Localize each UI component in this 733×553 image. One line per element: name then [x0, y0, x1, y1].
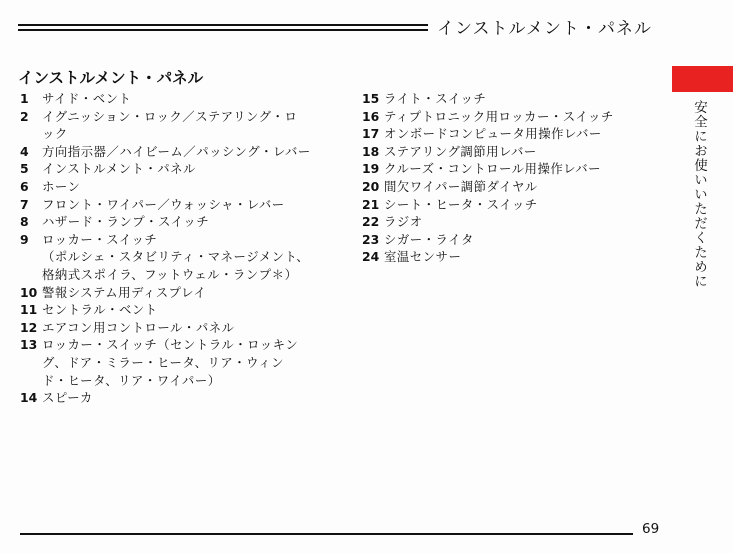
item-number: 18	[362, 143, 380, 159]
sidebar-section-label: 安全にお使いいただくために	[691, 100, 707, 289]
item-number: 21	[362, 196, 380, 212]
list-item	[362, 90, 662, 108]
list-item	[362, 213, 662, 231]
list-item	[20, 301, 340, 319]
item-text: シガー・ライタ	[384, 231, 474, 247]
item-number: 19	[362, 161, 380, 177]
item-text: ラジオ	[384, 214, 423, 230]
item-text: シート・ヒータ・スイッチ	[384, 196, 538, 212]
item-number: 2	[20, 108, 29, 124]
list-item	[20, 196, 340, 214]
legend-list-right	[362, 90, 662, 266]
item-text: 間欠ワイパー調節ダイヤル	[384, 178, 538, 194]
item-number: 23	[362, 231, 380, 247]
sidebar-section-tab	[672, 66, 733, 92]
item-number: 4	[20, 143, 29, 159]
legend-list-left	[20, 90, 340, 407]
header-title: インストルメント・パネル	[437, 19, 652, 39]
list-item	[20, 319, 340, 337]
item-number: 20	[362, 178, 380, 194]
list-item	[362, 125, 662, 143]
item-text: クルーズ・コントロール用操作レバー	[384, 161, 602, 177]
list-item	[20, 143, 340, 161]
list-item	[20, 231, 340, 284]
list-item	[20, 284, 340, 302]
item-text: 室温センサー	[384, 249, 462, 265]
item-text: サイド・ベント	[42, 91, 132, 106]
item-number: 6	[20, 178, 29, 194]
item-text: インストルメント・パネル	[42, 161, 196, 177]
item-number: 1	[20, 91, 29, 106]
item-number: 5	[20, 161, 29, 177]
item-text: ハザード・ランプ・スイッチ	[42, 214, 210, 230]
item-number: 22	[362, 214, 380, 230]
list-item	[20, 160, 340, 178]
header-rule	[18, 24, 428, 34]
item-text: セントラル・ベント	[42, 302, 158, 318]
list-item	[362, 143, 662, 161]
item-text: オンボードコンピュータ用操作レバー	[384, 126, 602, 142]
item-text: ロッカー・スイッチ（セントラル・ロッキン グ、ドア・ミラー・ヒータ、リア・ウィン ド・ヒータ、リア・ワイパー）	[42, 337, 299, 388]
item-text: 方向指示器／ハイビーム／パッシング・レバー	[42, 143, 311, 159]
list-item	[20, 213, 340, 231]
item-number: 8	[20, 214, 29, 230]
item-text: エアコン用コントロール・パネル	[42, 319, 235, 335]
footer-rule	[20, 533, 633, 535]
item-number: 17	[362, 126, 380, 142]
item-text: ライト・スイッチ	[384, 91, 487, 106]
item-number: 12	[20, 319, 38, 335]
item-number: 13	[20, 337, 38, 353]
item-number: 11	[20, 302, 38, 318]
page-number: 69	[642, 521, 660, 537]
list-item	[362, 248, 662, 266]
item-text: イグニッション・ロック／ステアリング・ロ ック	[42, 108, 298, 142]
list-item	[20, 108, 340, 143]
item-text: ティプトロニック用ロッカー・スイッチ	[384, 108, 614, 124]
list-item	[362, 196, 662, 214]
item-number: 7	[20, 196, 29, 212]
item-text: ホーン	[42, 178, 81, 194]
item-text: スピーカ	[42, 390, 93, 406]
item-text: ステアリング調節用レバー	[384, 143, 537, 159]
list-item	[20, 336, 340, 389]
item-text: フロント・ワイパー／ウォッシャ・レバー	[42, 196, 285, 212]
item-number: 9	[20, 231, 29, 247]
list-item	[362, 108, 662, 126]
list-item	[362, 178, 662, 196]
item-number: 15	[362, 91, 380, 106]
list-item	[362, 231, 662, 249]
list-item	[362, 160, 662, 178]
item-number: 10	[20, 284, 38, 300]
list-item	[20, 90, 340, 108]
item-text: 警報システム用ディスプレイ	[42, 284, 207, 300]
list-item	[20, 389, 340, 407]
item-text: ロッカー・スイッチ （ポルシェ・スタビリティ・マネージメント、 格納式スポイラ、フットウェル・ランプ＊）	[42, 231, 310, 282]
section-title: インストルメント・パネル	[18, 69, 204, 87]
item-number: 24	[362, 249, 380, 265]
list-item	[20, 178, 340, 196]
item-number: 14	[20, 390, 38, 406]
item-number: 16	[362, 108, 380, 124]
